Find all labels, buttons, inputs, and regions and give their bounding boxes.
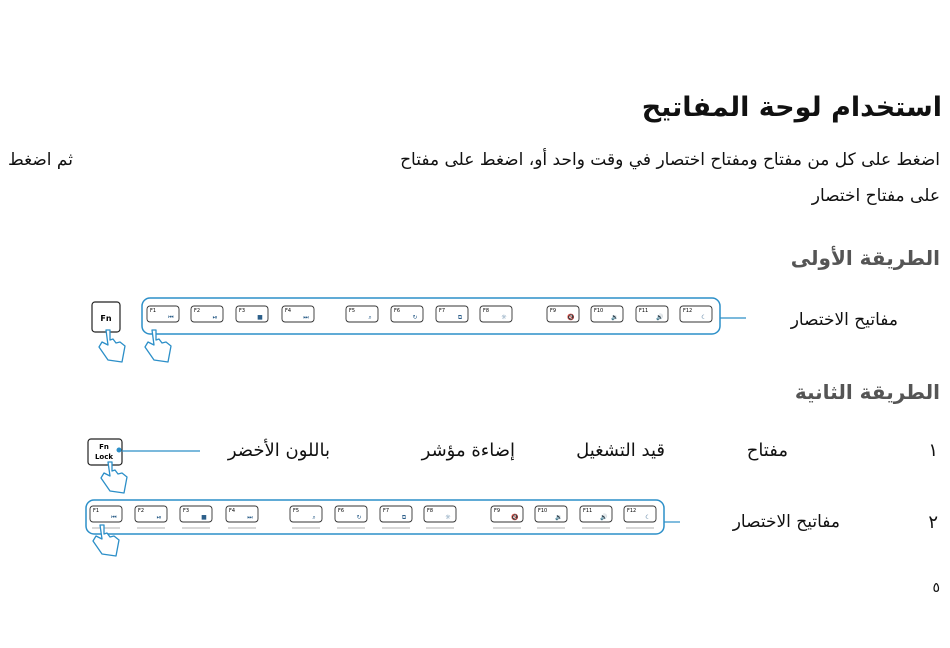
step-1-key-text: مفتاح xyxy=(746,440,788,461)
function-key-f11 xyxy=(636,306,668,322)
shortcut-keys-frame xyxy=(86,500,664,534)
volume-up-icon: 🔊 xyxy=(656,314,664,321)
function-key-f1 xyxy=(90,506,122,528)
function-key-label: F2 xyxy=(194,308,201,314)
function-key-label: F1 xyxy=(150,308,157,314)
screen-switch-icon: ⧉ xyxy=(457,314,463,321)
method-2-heading: الطريقة الثانية xyxy=(794,380,940,404)
function-key-label: F1 xyxy=(93,508,100,514)
volume-down-icon: 🔉 xyxy=(555,514,563,521)
fn-key xyxy=(92,302,120,332)
function-key-label: F9 xyxy=(550,308,557,314)
step-1-green-text: باللون الأخضر xyxy=(227,440,330,461)
page-number: ٥ xyxy=(932,580,940,596)
function-key-f10 xyxy=(591,306,623,322)
function-key-label: F8 xyxy=(427,508,434,514)
hand-pointer-icon xyxy=(93,525,119,556)
function-key-f4 xyxy=(282,306,314,322)
function-key-f2 xyxy=(191,306,223,322)
stop-icon: ■ xyxy=(201,514,207,521)
function-key-f1 xyxy=(147,306,179,322)
function-key-label: F4 xyxy=(229,508,236,514)
function-key-label: F5 xyxy=(349,308,356,314)
fn-key-label: Fn xyxy=(100,314,112,323)
intro-line-2: على مفتاح اختصار xyxy=(811,186,940,206)
volume-up-icon: 🔊 xyxy=(600,514,608,521)
search-icon: ⌕ xyxy=(312,514,316,521)
mute-icon: 🔇 xyxy=(511,514,519,521)
skip-back-icon: ⏮ xyxy=(168,314,174,321)
function-key-label: F3 xyxy=(239,308,246,314)
skip-forward-icon: ⏭ xyxy=(303,314,309,321)
function-key-label: F11 xyxy=(639,308,649,314)
intro-line-1: اضغط على كل من مفتاح ومفتاح اختصار في وقت واحد أو، اضغط على مفتاح xyxy=(400,150,940,170)
shortcut-keys-frame xyxy=(142,298,720,334)
led-indicator-icon xyxy=(117,448,122,453)
step-1-led-text: إضاءة مؤشر xyxy=(421,440,515,461)
function-key-f5 xyxy=(346,306,378,322)
function-key-label: F5 xyxy=(293,508,300,514)
function-key-f6 xyxy=(391,306,423,322)
function-key-label: F6 xyxy=(394,308,401,314)
mute-icon: 🔇 xyxy=(567,314,575,321)
function-key-label: F9 xyxy=(494,508,501,514)
function-key-f6 xyxy=(335,506,367,528)
refresh-icon: ↻ xyxy=(356,514,362,521)
function-key-f9 xyxy=(547,306,579,322)
shortcut-keys-label-2: مفاتيح الاختصار xyxy=(732,512,840,532)
step-2-number: ٢ xyxy=(928,512,938,533)
function-key-label: F8 xyxy=(483,308,490,314)
play-pause-icon: ⏯ xyxy=(156,514,162,521)
function-key-f10 xyxy=(535,506,567,528)
volume-down-icon: 🔉 xyxy=(611,314,619,321)
function-key-label: F7 xyxy=(383,508,390,514)
play-pause-icon: ⏯ xyxy=(212,314,218,321)
hand-pointer-icon xyxy=(145,330,171,362)
screen-switch-icon: ⧉ xyxy=(401,514,407,521)
function-key-f7 xyxy=(436,306,468,322)
shortcut-keys-row-2 xyxy=(86,500,664,534)
brightness-icon: ☼ xyxy=(501,314,507,321)
fn-lock-line1: Fn xyxy=(99,443,109,451)
refresh-icon: ↻ xyxy=(412,314,418,321)
function-key-label: F2 xyxy=(138,508,145,514)
hand-pointer-icon xyxy=(99,330,125,362)
function-key-f7 xyxy=(380,506,412,528)
skip-back-icon: ⏮ xyxy=(111,514,117,521)
function-key-label: F10 xyxy=(538,508,548,514)
function-key-f12 xyxy=(624,506,656,528)
method-1-heading: الطريقة الأولى xyxy=(790,246,940,270)
function-key-f9 xyxy=(491,506,523,528)
function-key-f11 xyxy=(580,506,612,528)
function-key-f8 xyxy=(480,306,512,322)
skip-forward-icon: ⏭ xyxy=(247,514,253,521)
sleep-icon: ☾ xyxy=(701,314,707,321)
function-key-f2 xyxy=(135,506,167,528)
function-key-f3 xyxy=(180,506,212,528)
function-key-label: F11 xyxy=(583,508,593,514)
function-key-f12 xyxy=(680,306,712,322)
function-key-label: F12 xyxy=(683,308,693,314)
function-key-f4 xyxy=(226,506,258,528)
shortcut-keys-row-1 xyxy=(142,298,720,334)
fn-lock-key xyxy=(88,439,122,465)
function-key-label: F4 xyxy=(285,308,292,314)
function-key-label: F3 xyxy=(183,508,190,514)
function-key-label: F10 xyxy=(594,308,604,314)
sleep-icon: ☾ xyxy=(645,514,651,521)
function-key-label: F6 xyxy=(338,508,345,514)
function-key-f3 xyxy=(236,306,268,322)
function-key-f5 xyxy=(290,506,322,528)
brightness-icon: ☼ xyxy=(445,514,451,521)
intro-line-1-end: ثم اضغط xyxy=(8,150,73,170)
function-key-label: F7 xyxy=(439,308,446,314)
step-1-number: ١ xyxy=(928,440,938,461)
shortcut-keys-label-1: مفاتيح الاختصار xyxy=(790,310,898,330)
page-title: استخدام لوحة المفاتيح xyxy=(641,92,942,123)
stop-icon: ■ xyxy=(257,314,263,321)
fn-lock-line2: Lock xyxy=(94,453,114,461)
hand-pointer-icon xyxy=(101,462,127,493)
function-key-f8 xyxy=(424,506,456,528)
search-icon: ⌕ xyxy=(368,314,372,321)
step-1-lock-text: قيد التشغيل xyxy=(576,440,665,461)
function-key-label: F12 xyxy=(627,508,637,514)
